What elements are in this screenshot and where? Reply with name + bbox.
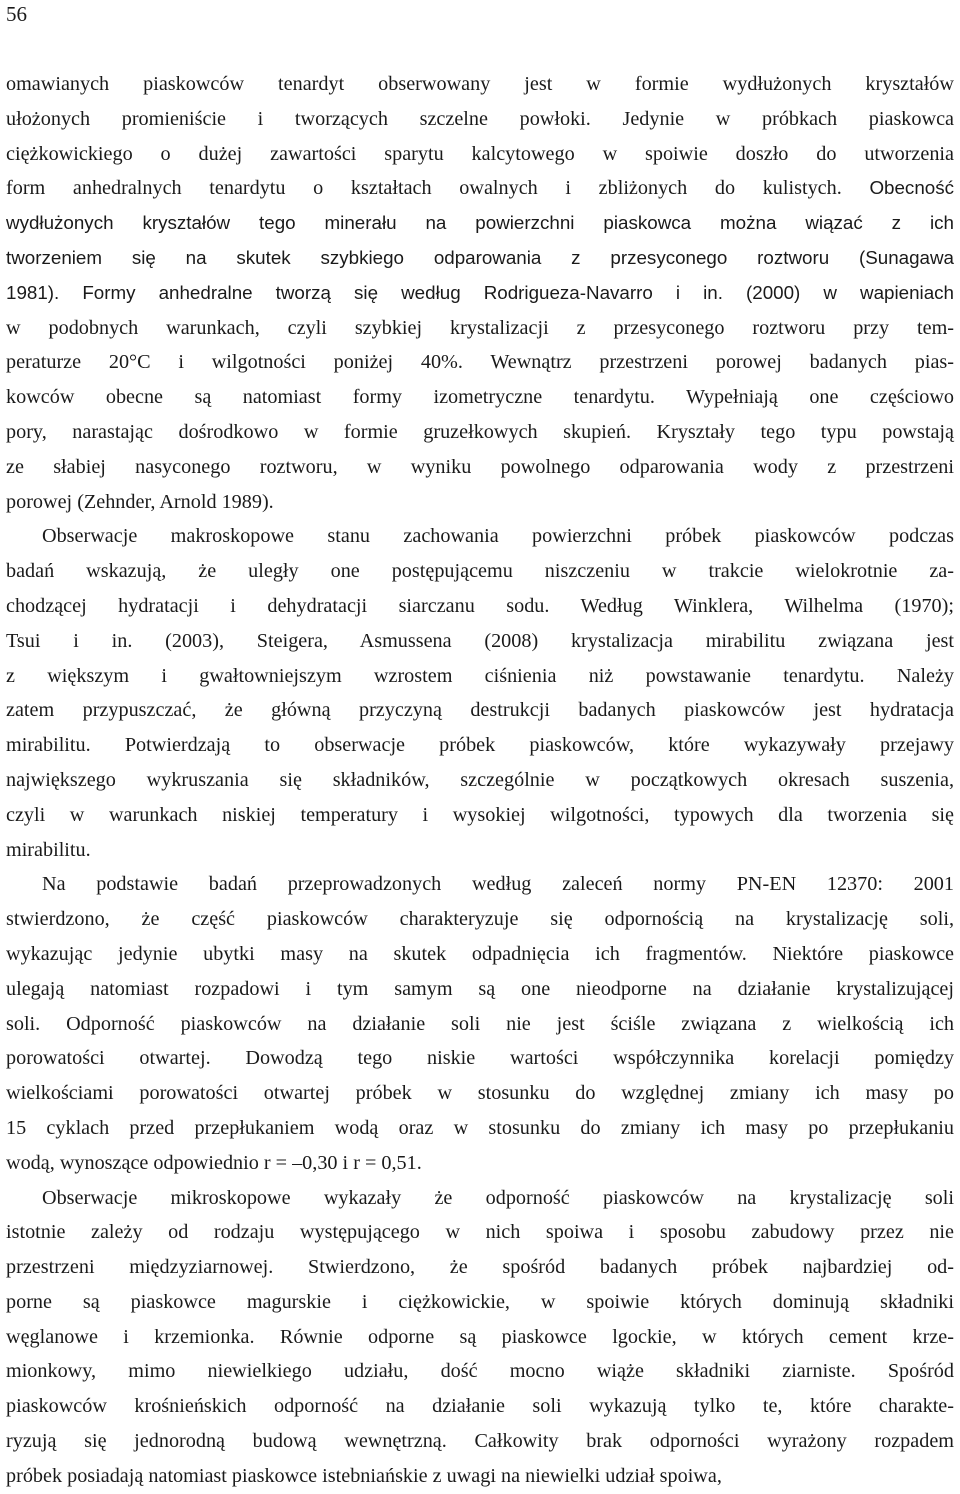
text-line: omawianych piaskowców tenardyt obserwowany jest w formie wydłużonych kryształów bbox=[6, 73, 954, 95]
text-line: porowej (Zehnder, Arnold 1989). bbox=[6, 490, 274, 513]
text-line: ułożonych promieniście i tworzących szczelne powłoki. Jedynie w próbkach piaskowca bbox=[6, 107, 954, 130]
text-line: mionkowy, mimo niewielkiego udziału, dość mocno wiąże składniki ziarniste. Spośród bbox=[6, 1360, 954, 1383]
sans-run: tworzeniem się na skutek szybkiego odparowania z przesyconego roztworu (Sunagawa bbox=[6, 246, 954, 268]
paragraph bbox=[6, 67, 954, 519]
text-line: chodzącej hydratacji i dehydratacji siarczanu sodu. Według Winklera, Wilhelma (1970); bbox=[6, 594, 954, 617]
text-line: wykazując jedynie ubytki masy na skutek odpadnięcia ich fragmentów. Niektóre piaskowce bbox=[6, 942, 954, 965]
text-line: przestrzeni międzyziarnowej. Stwierdzono, że spośród badanych próbek najbardziej od- bbox=[6, 1256, 954, 1279]
text-line: stwierdzono, że część piaskowców charakteryzuje się odpornością na krystalizację soli, bbox=[6, 908, 954, 931]
text-line: węglanowe i krzemionka. Równie odporne są piaskowce lgockie, w których cement krze- bbox=[6, 1325, 954, 1348]
text-line: form anhedralnych tenardytu o kształtach owalnych i zbliżonych do kulistych. Obecność bbox=[6, 177, 954, 200]
text-line: badań wskazują, że uległy one postępującemu niszczeniu w trakcie wielokrotnie za- bbox=[6, 560, 954, 583]
text-line: Obserwacje mikroskopowe wykazały że odporność piaskowców na krystalizację soli bbox=[42, 1186, 954, 1209]
text-line: soli. Odporność piaskowców na działanie soli nie jest ściśle związana z wielkością ich bbox=[6, 1012, 954, 1035]
text-body bbox=[6, 67, 954, 1494]
text-line: porne są piaskowce magurskie i ciężkowickie, w spoiwie których dominują składniki bbox=[6, 1290, 954, 1313]
text-line: porowatości otwartej. Dowodzą tego niskie wartości współczynnika korelacji pomiędzy bbox=[6, 1047, 954, 1070]
text-line: ulegają natomiast rozpadowi i tym samym są one nieodporne na działanie krystalizującej bbox=[6, 977, 954, 1000]
text-line: mirabilitu. Potwierdzają to obserwacje próbek piaskowców, które wykazywały przejawy bbox=[6, 734, 954, 757]
text-line: Tsui i in. (2003), Steigera, Asmussena (2008) krystalizacja mirabilitu związana jest bbox=[6, 629, 954, 652]
sans-run: wydłużonych kryształów tego minerału na powierzchni piaskowca można wiązać z ich bbox=[6, 212, 954, 234]
text-line: Obserwacje makroskopowe stanu zachowania powierzchni próbek piaskowców podczas bbox=[42, 525, 954, 548]
sans-run: Obecność bbox=[869, 177, 954, 199]
paragraph bbox=[6, 867, 954, 1180]
text-line: mirabilitu. bbox=[6, 838, 91, 861]
text-line: wielkościami porowatości otwartej próbek w stosunku do względnej zmiany ich masy po bbox=[6, 1082, 954, 1105]
text-line bbox=[6, 206, 954, 241]
text-line: zatem przypuszczać, że główną przyczyną destrukcji badanych piaskowców jest hydratacja bbox=[6, 699, 954, 722]
paragraph bbox=[6, 519, 954, 867]
text-line: z większym i gwałtowniejszym wzrostem ciśnienia niż powstawanie tenardytu. Należy bbox=[6, 664, 954, 687]
text-line: 15 cyklach przed przepłukaniem wodą oraz w stosunku do zmiany ich masy po przepłukaniu bbox=[6, 1116, 954, 1139]
text-line bbox=[6, 276, 954, 311]
text-line: Na podstawie badań przeprowadzonych według zaleceń normy PN-EN 12370: 2001 bbox=[42, 873, 954, 896]
text-line: wodą, wynoszące odpowiednio r = –0,30 i r = 0,51. bbox=[6, 1151, 422, 1174]
text-line: ze słabiej nasyconego roztworu, w wyniku powolnego odparowania wody z przestrzeni bbox=[6, 455, 954, 478]
text-line: peraturze 20°C i wilgotności poniżej 40%. Wewnątrz przestrzeni porowej badanych pias- bbox=[6, 351, 954, 374]
page-number: 56 bbox=[6, 2, 27, 26]
text-line: w podobnych warunkach, czyli szybkiej krystalizacji z przesyconego roztworu przy tem- bbox=[6, 316, 954, 339]
text-line: pory, narastając dośrodkowo w formie gruzełkowych skupień. Kryształy tego typu powstają bbox=[6, 420, 954, 443]
text-line: piaskowców krośnieńskich odporność na działanie soli wykazują tylko te, które charakte- bbox=[6, 1395, 954, 1418]
text-line bbox=[6, 241, 954, 276]
sans-run: 1981). Formy anhedralne tworzą się według Rodrigueza-Navarro i in. (2000) w wapieniach bbox=[6, 281, 954, 303]
text-line: największego wykruszania się składników, szczególnie w początkowych okresach suszenia, bbox=[6, 768, 954, 791]
text-line: próbek posiadają natomiast piaskowce istebniańskie z uwagi na niewielki udział spoiwa, bbox=[6, 1464, 722, 1487]
text-line: ciężkowickiego o dużej zawartości sparytu kalcytowego w spoiwie doszło do utworzenia bbox=[6, 142, 954, 165]
text-line: kowców obecne są natomiast formy izometryczne tenardytu. Wypełniają one częściowo bbox=[6, 386, 954, 409]
text-line: istotnie zależy od rodzaju występującego w nich spoiwa i sposobu zabudowy przez nie bbox=[6, 1221, 954, 1244]
text-line: czyli w warunkach niskiej temperatury i wysokiej wilgotności, typowych dla tworzenia się bbox=[6, 803, 954, 826]
paragraph bbox=[6, 1181, 954, 1494]
text-line: ryzują się jednorodną budową wewnętrzną. Całkowity brak odporności wyrażony rozpadem bbox=[6, 1430, 954, 1453]
